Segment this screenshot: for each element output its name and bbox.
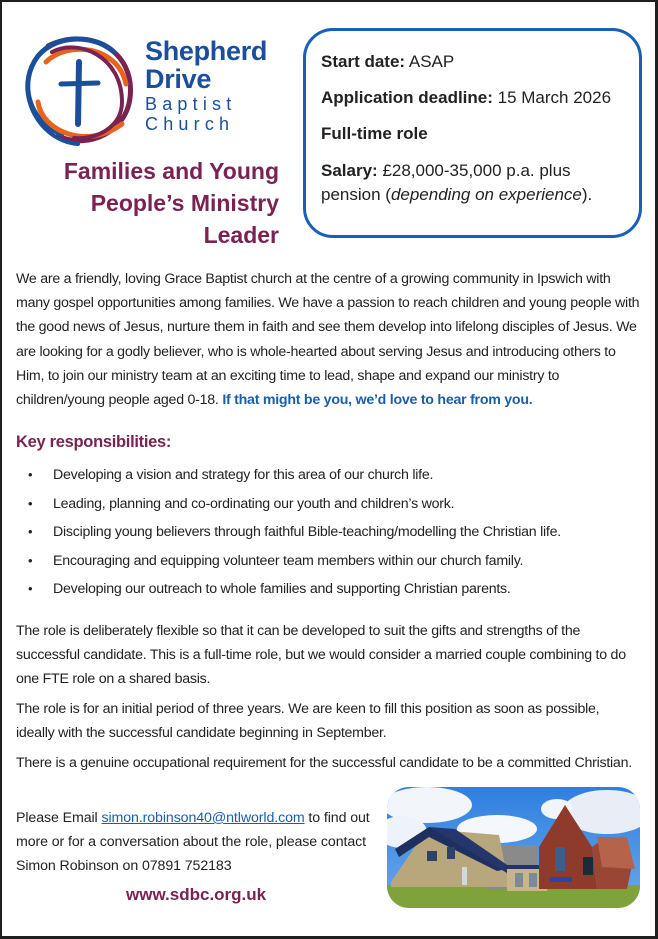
cross-circles-icon [18, 32, 140, 150]
deadline-value: 15 March 2026 [497, 88, 612, 107]
church-logo [18, 32, 288, 147]
logo-sub-line1: Baptist [145, 94, 237, 114]
start-date [321, 51, 625, 73]
job-advert-page [2, 2, 655, 936]
intro-paragraph [16, 267, 641, 412]
key-responsibilities-heading: Key responsibilities: [16, 433, 172, 451]
job-title-line2: People’s Ministry [90, 190, 279, 216]
salary-note: depending on experience [390, 185, 582, 204]
bullet-icon: • [28, 581, 33, 596]
role-flexibility-paragraph: The role is deliberately flexible so that it can be developed to suit the gifts and strengths of the successful candidate. This is a full-time role, but we would consider a married couple combining to do one FTE role on a shared basis. [16, 623, 626, 687]
logo-name-line2: Drive [145, 64, 212, 94]
list-item-text: Leading, planning and co-ordinating our youth and children’s work. [53, 495, 455, 512]
logo-name-line1: Shepherd [145, 36, 268, 66]
list-item [16, 465, 561, 494]
list-item-text: Encouraging and equipping volunteer team members within our church family. [53, 552, 524, 569]
email-link[interactable]: simon.robinson40@ntlworld.com [101, 810, 305, 826]
role-type-label: Full-time role [321, 124, 428, 143]
salary-end: ). [581, 185, 593, 204]
list-item-text: Developing a vision and strategy for this area of our church life. [53, 467, 434, 483]
contact-suffix: to find out more or for a conversation about the role, please contact Simon Robinson on 07891 752183 [16, 810, 370, 874]
start-date-label: Start date: [321, 52, 406, 71]
job-title-line1: Families and Young [63, 158, 279, 184]
salary-label: Salary: [321, 161, 378, 180]
church-building-photo [387, 787, 640, 908]
occupational-requirement-paragraph: There is a genuine occupational requirement for the successful candidate to be a committed Christian. [16, 755, 632, 771]
church-building-image [387, 787, 640, 908]
bullet-icon: • [28, 524, 33, 539]
bullet-icon: • [28, 467, 33, 482]
intro-cta: If that might be you, we’d love to hear from you. [222, 392, 533, 409]
role-type [321, 123, 625, 145]
list-item [16, 579, 561, 608]
contact-paragraph [16, 806, 386, 878]
role-period-paragraph: The role is for an initial period of three years. We are keen to fill this position as soon as possible, ideally with the successful candidate beginning in September. [16, 701, 600, 741]
start-date-value: ASAP [408, 52, 455, 71]
contact-prefix: Please Email [16, 810, 102, 826]
job-info-box [303, 28, 642, 238]
job-title [19, 155, 279, 251]
logo-wordmark [145, 38, 267, 133]
list-item-text: Developing our outreach to whole families and supporting Christian parents. [53, 581, 511, 597]
website-link[interactable]: www.sdbc.org.uk [126, 885, 267, 904]
list-item [16, 551, 561, 580]
salary [321, 159, 625, 207]
intro-text: We are a friendly, loving Grace Baptist church at the centre of a growing community in Ipswich with many gospel opportunities among families. We have a passion to reach children and young people with the good news of Jesus, nurture them in faith and see them develop into lifelong disciples of Jesus. We are looking for a godly believer, who is whole-hearted about serving Jesus and introducing others to Him, to join our ministry team at an exciting time to lead, shape and expand our ministry to children/young people aged 0-18. [16, 271, 640, 409]
list-item [16, 522, 561, 551]
bullet-icon: • [28, 495, 33, 511]
application-deadline [321, 87, 625, 109]
deadline-label: Application deadline: [321, 88, 493, 107]
salary-value: £28,000-35,000 p.a. plus pension ( [321, 161, 571, 204]
bullet-icon: • [28, 552, 33, 568]
logo-sub-line2: Church [145, 114, 235, 134]
job-title-line3: Leader [203, 222, 279, 248]
list-item [16, 494, 561, 523]
key-responsibilities-list [16, 465, 561, 608]
list-item-text: Discipling young believers through faithful Bible-teaching/modelling the Christian life. [53, 524, 561, 540]
